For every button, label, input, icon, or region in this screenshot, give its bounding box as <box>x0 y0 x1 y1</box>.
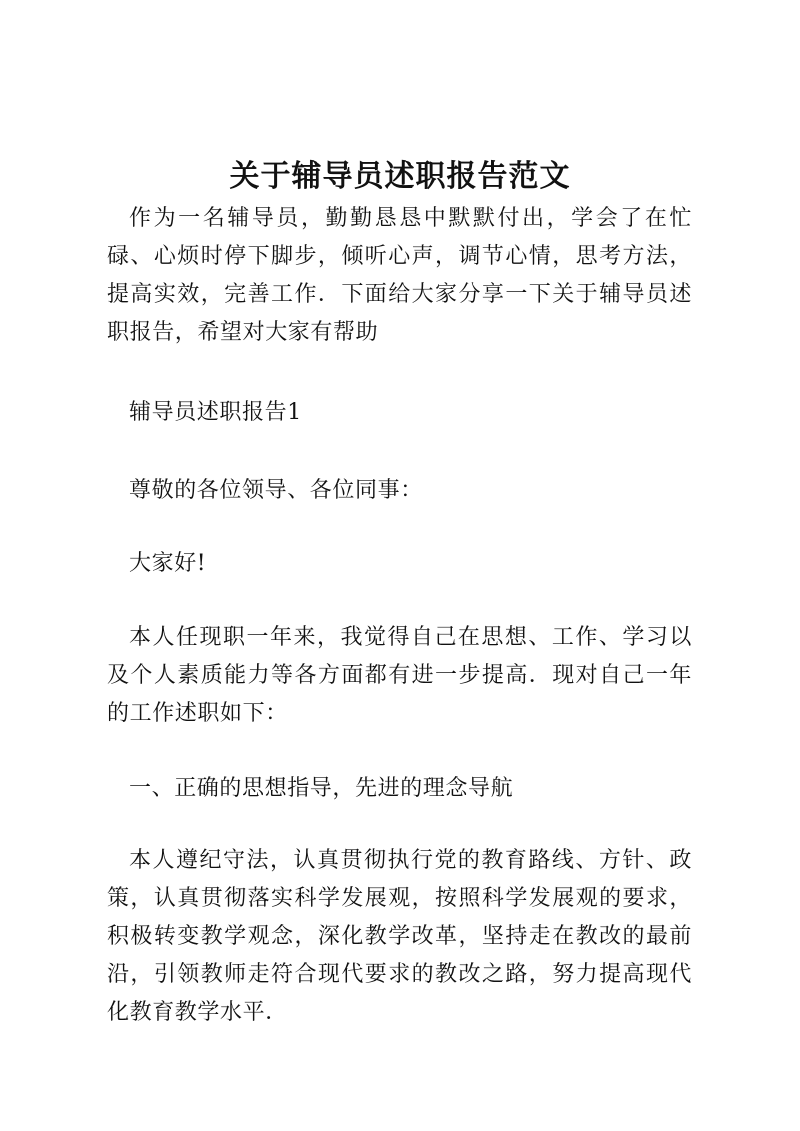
report-heading: 辅导员述职报告1 <box>129 400 302 425</box>
greeting-line: 大家好! <box>129 551 207 576</box>
body-paragraph-1: 本人任现职一年来，我觉得自己在思想、工作、学习以及个人素质能力等各方面都有进一步提高．现对自己一年的工作述职如下： <box>107 625 692 726</box>
document-title: 关于辅导员述职报告范文 <box>229 159 571 194</box>
body-paragraph-2: 本人遵纪守法，认真贯彻执行党的教育路线、方针、政策，认真贯彻落实科学发展观，按照科学发展观的要求，积极转变教学观念，深化教学改革，坚持走在教改的最前沿，引领教师走符合现代要求的教改之路，努力提高现代化教育教学水平． <box>107 848 692 1025</box>
intro-paragraph: 作为一名辅导员，勤勤恳恳中默默付出，学会了在忙碌、心烦时停下脚步，倾听心声，调节心情，思考方法，提高实效，完善工作．下面给大家分享一下关于辅导员述职报告，希望对大家有帮助 <box>107 206 692 345</box>
section-heading-1: 一、正确的思想指导，先进的理念导航 <box>129 776 514 801</box>
salutation-line: 尊敬的各位领导、各位同事： <box>129 478 423 503</box>
